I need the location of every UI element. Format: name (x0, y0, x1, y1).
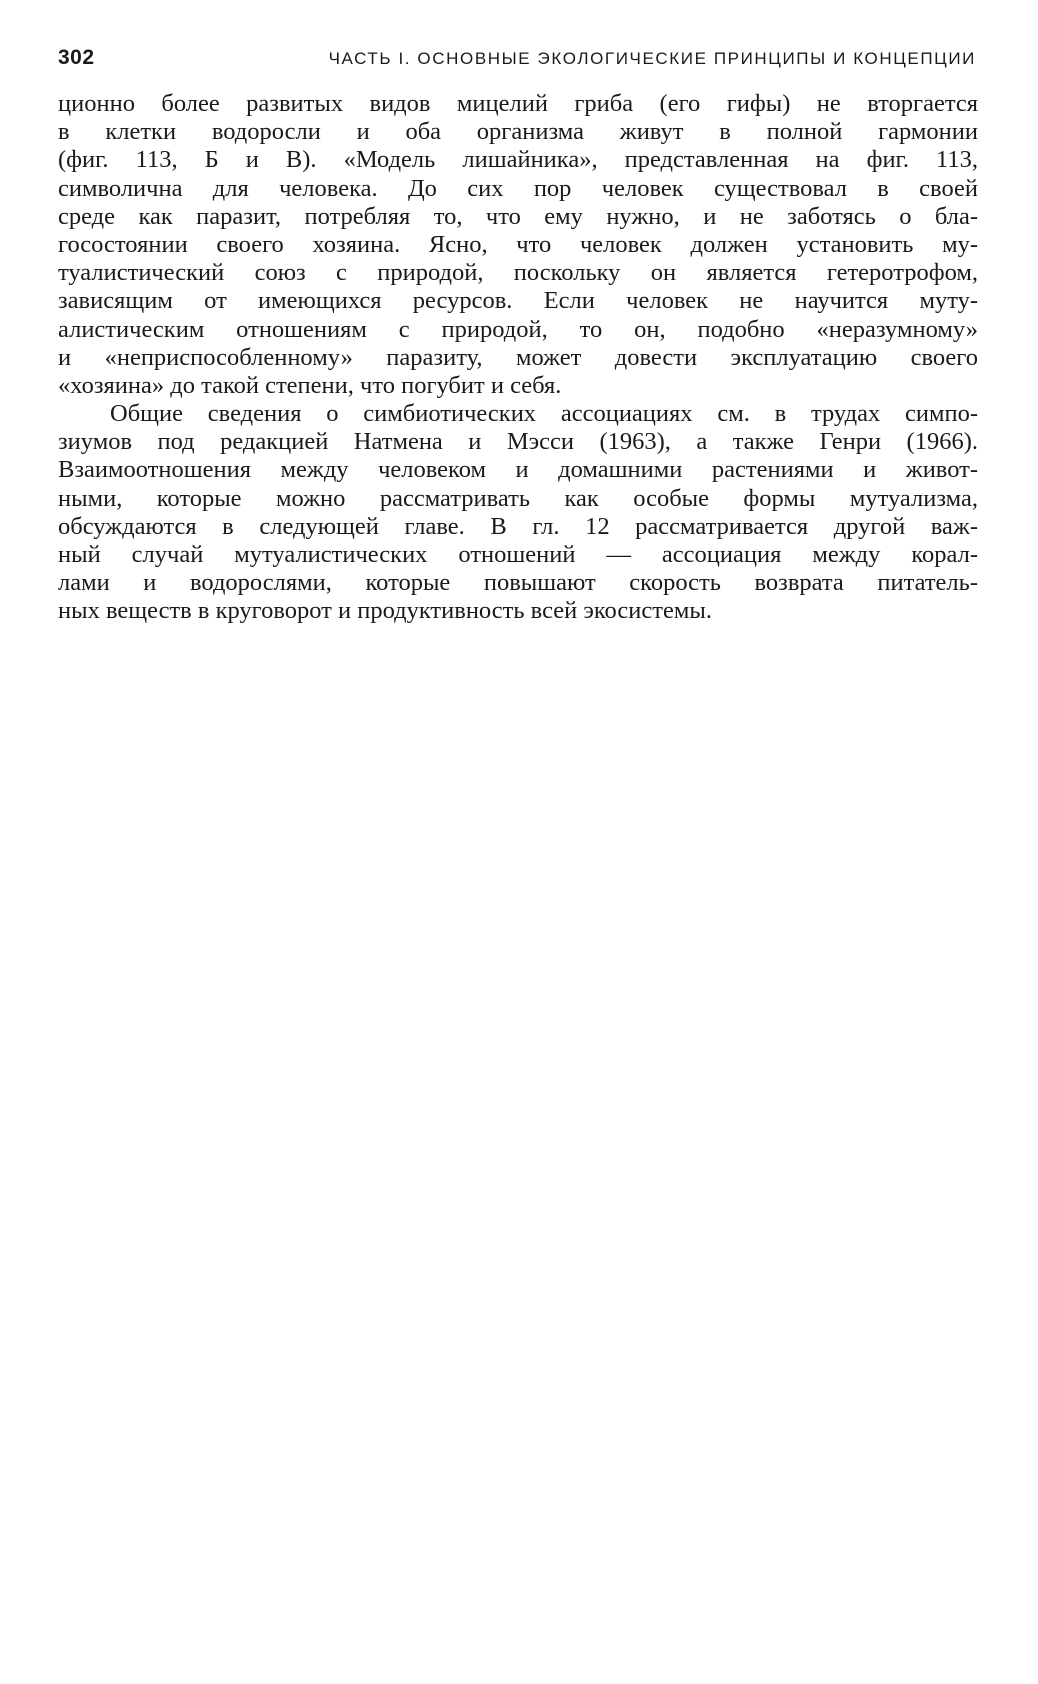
text-line: зависящим от имеющихся ресурсов. Если человек не научится муту- (58, 287, 978, 315)
text-line: (фиг. 113, Б и В). «Модель лишайника», представленная на фиг. 113, (58, 146, 978, 174)
text-line: ный случай мутуалистических отношений — ассоциация между корал- (58, 541, 978, 568)
running-title: ЧАСТЬ I. ОСНОВНЫЕ ЭКОЛОГИЧЕСКИЕ ПРИНЦИПЫ И КОНЦЕПЦИИ (328, 49, 976, 68)
text-line: алистическим отношениям с природой, то он, подобно «неразумному» (58, 315, 978, 343)
text-line: госостоянии своего хозяина. Ясно, что человек должен установить му- (58, 230, 978, 258)
book-page (58, 46, 978, 626)
text-line: в клетки водоросли и оба организма живут в полной гармонии (58, 118, 978, 146)
running-header (58, 46, 978, 76)
text-line: Общие сведения о симбиотических ассоциациях см. в трудах симпо- (110, 400, 978, 428)
text-line: среде как паразит, потребляя то, что ему нужно, и не заботясь о бла- (58, 202, 978, 230)
text-line: и «неприспособленному» паразиту, может довести эксплуатацию своего (58, 343, 978, 371)
text-line: символична для человека. До сих пор человек существовал в своей (58, 174, 978, 202)
paragraph-2 (58, 400, 978, 626)
text-line: «хозяина» до такой степени, что погубит и себя. (58, 371, 562, 399)
page-number: 302 (58, 46, 95, 69)
text-line: ционно более развитых видов мицелий гриба (его гифы) не вторгается (58, 90, 978, 117)
text-line: ных веществ в круговорот и продуктивность всей экосистемы. (58, 597, 712, 625)
text-line: туалистический союз с природой, поскольку он является гетеротрофом, (58, 259, 978, 287)
text-line: обсуждаются в следующей главе. В гл. 12 рассматривается другой важ- (58, 512, 978, 540)
text-line: ными, которые можно рассматривать как особые формы мутуализма, (58, 484, 978, 512)
text-line: Взаимоотношения между человеком и домашними растениями и живот- (58, 456, 978, 484)
text-line: лами и водорослями, которые повышают скорость возврата питатель- (58, 569, 978, 597)
paragraph-1 (58, 90, 978, 400)
text-line: зиумов под редакцией Натмена и Мэсси (1963), а также Генри (1966). (58, 428, 978, 456)
